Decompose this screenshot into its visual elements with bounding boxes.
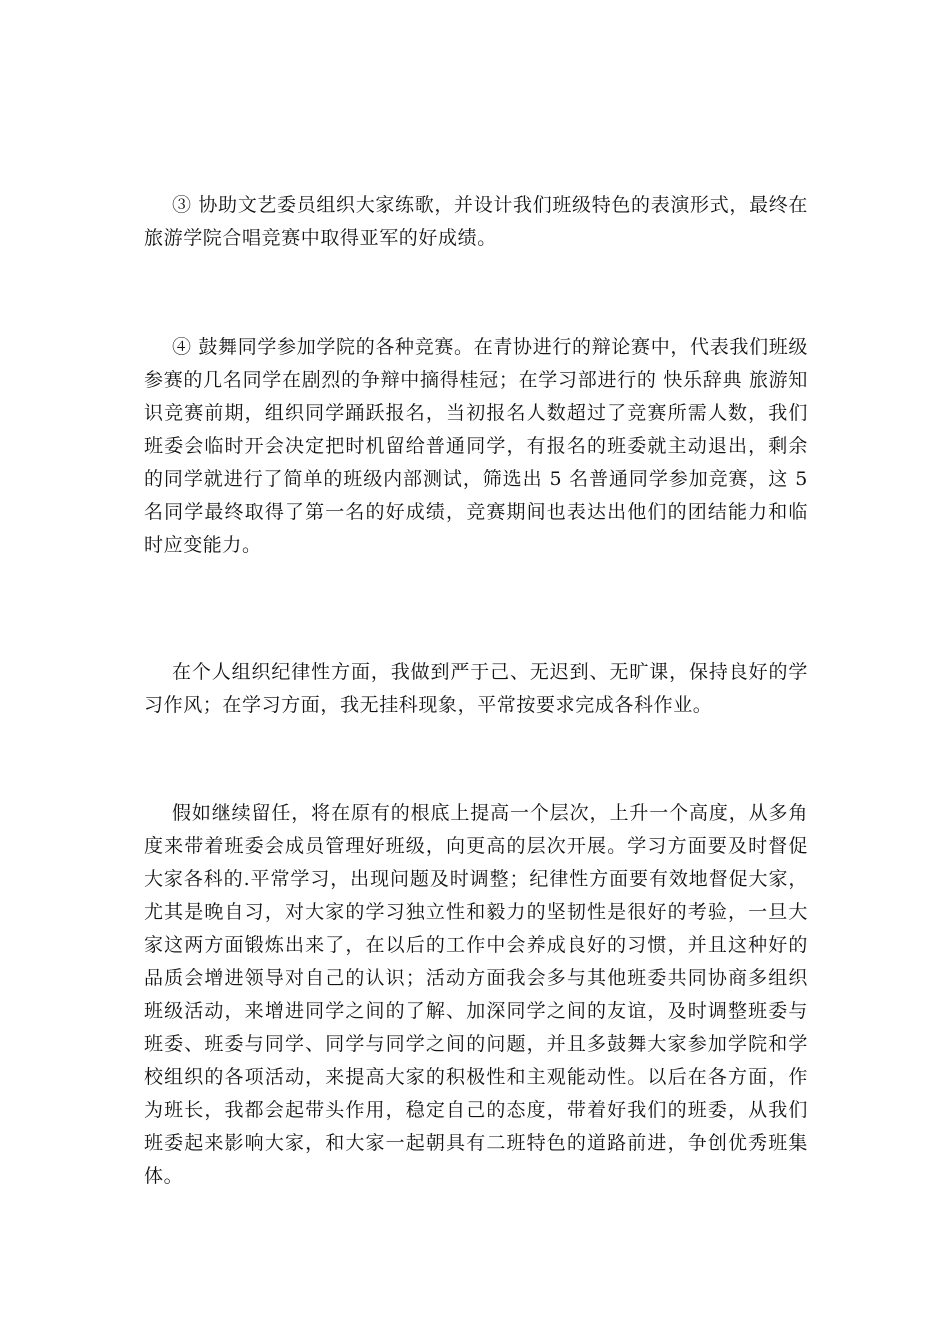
paragraph-competitions: ④ 鼓舞同学参加学院的各种竞赛。在青协进行的辩论赛中，代表我们班级参赛的几名同学在剧烈的争辩中摘得桂冠；在学习部进行的 快乐辞典 旅游知识竞赛前期，组织同学踊跃报名，当初报名人数超过了竞赛所需人数，我们班委会临时开会决定把时机留给普通同学，有报名的班委就主动退出，剩余的同学就进行了简单的班级内部测试，筛选出 5 名普通同学参加竞赛，这 5 名同学最终取得了第一名的好成绩，竞赛期间也表达出他们的团结能力和临时应变能力。	[144, 336, 808, 556]
paragraph-personal-discipline: 在个人组织纪律性方面，我做到严于己、无迟到、无旷课，保持良好的学习作风；在学习方面，我无挂科现象，平常按要求完成各科作业。	[144, 661, 808, 716]
paragraph-future-plans: 假如继续留任，将在原有的根底上提高一个层次，上升一个高度，从多角度来带着班委会成员管理好班级，向更高的层次开展。学习方面要及时督促大家各科的.平常学习，出现问题及时调整；纪律性方面要有效地督促大家，尤其是晚自习，对大家的学习独立性和毅力的坚韧性是很好的考验，一旦大家这两方面锻炼出来了，在以后的工作中会养成良好的习惯，并且这种好的品质会增进领导对自己的认识；活动方面我会多与其他班委共同协商多组织班级活动，来增进同学之间的了解、加深同学之间的友谊，及时调整班委与班委、班委与同学、同学与同学之间的问题，并且多鼓舞大家参加学院和学校组织的各项活动，来提高大家的积极性和主观能动性。以后在各方面，作为班长，我都会起带头作用，稳定自己的态度，带着好我们的班委，从我们班委起来影响大家，和大家一起朝具有二班特色的道路前进，争创优秀班集体。	[144, 802, 808, 1187]
paragraph-chorus-competition: ③ 协助文艺委员组织大家练歌，并设计我们班级特色的表演形式，最终在旅游学院合唱竞赛中取得亚军的好成绩。	[144, 194, 808, 249]
